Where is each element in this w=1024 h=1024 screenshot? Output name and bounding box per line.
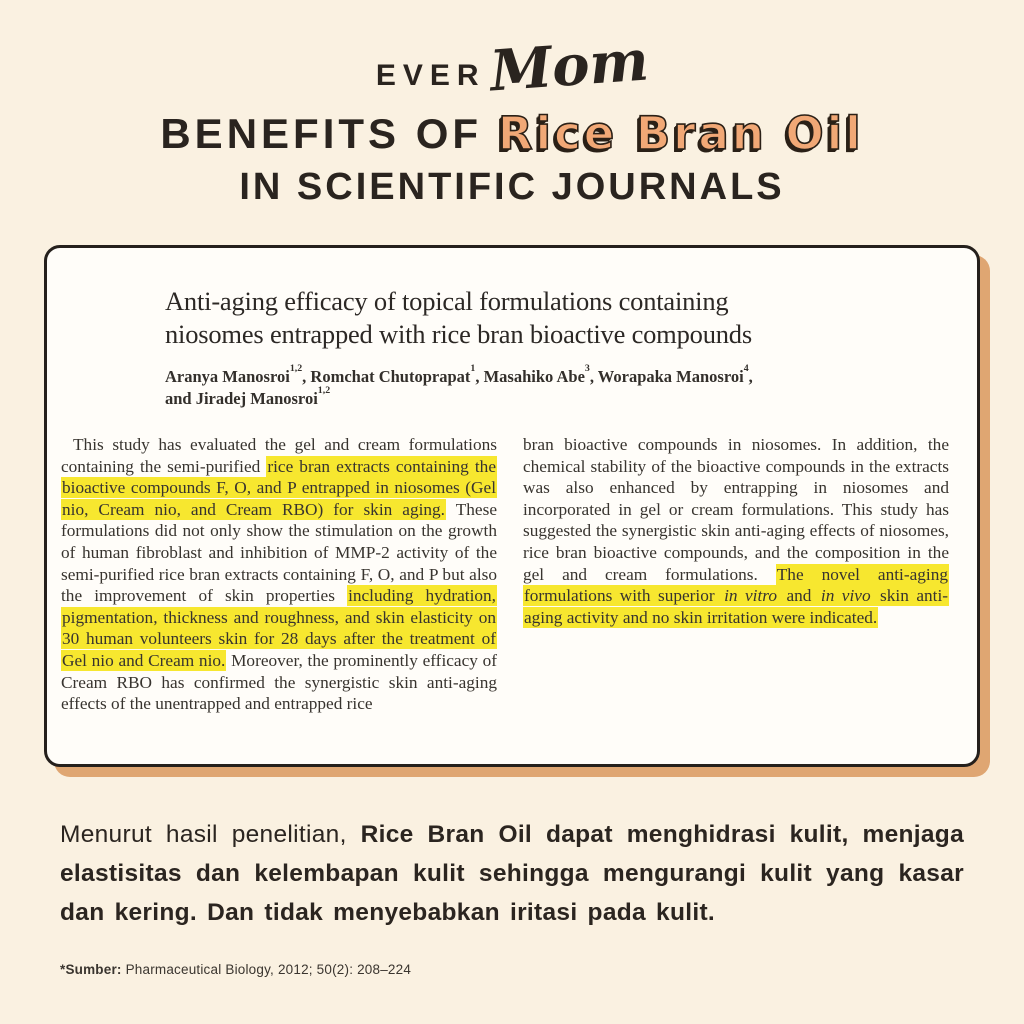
page-title: [0, 107, 1024, 209]
journal-paper-card: [44, 245, 980, 767]
page-title-line1: [0, 107, 1024, 160]
summary-text: Menurut hasil penelitian, Rice Bran Oil dapat menghidrasi kulit, menjaga elastisitas dan kelembapan kulit sehingga mengurangi kulit yang kasar dan kering. Dan tidak menyebabkan iritasi pada kulit.: [60, 821, 965, 926]
heading-benefits-of: BENEFITS OF: [160, 109, 483, 157]
heading-rice-bran-oil: Rice Bran Oil: [498, 107, 864, 160]
source-citation: *Sumber: Pharmaceutical Biology, 2012; 50(2): 208–224: [60, 962, 412, 977]
paper-title: Anti-aging efficacy of topical formulations containing niosomes entrapped with rice bran bioactive compounds: [165, 286, 752, 349]
heading-in-scientific-journals: IN SCIENTIFIC JOURNALS: [239, 166, 785, 208]
paper-authors: Aranya Manosroi$^{1,2}$, Romchat Chutoprapat$^1$, Masahiko Abe$^3$, Worapaka Manosroi$^4$, and Jiradej Manosroi$^{1,2}$: [165, 363, 753, 408]
paper-abstract: [47, 434, 977, 715]
abstract-column-left: This study has evaluated the gel and cream formulations containing the semi-purified rice bran extracts containing the bioactive compounds F, O, and P entrapped in niosomes (Gel nio, Cream nio, and Cream RBO) for skin aging. These formulations did not only show the stimulation on the growth of human fibroblast and inhibition of MMP-2 activity of the semi-purified rice bran extracts containing F, O, and P but also the improvement of skin properties including hydration, pigmentation, thickness and roughness, and skin elasticity on 30 human volunteers skin for 28 days after the treatment of Gel nio and Cream nio. Moreover, the prominently efficacy of Cream RBO has confirmed the synergistic skin anti-aging effects of the unentrapped and entrapped rice: [61, 435, 498, 714]
brand-logo-ever-text: EVER: [375, 59, 486, 92]
brand-logo: [0, 0, 1024, 105]
brand-logo-mom-script: Mom: [487, 27, 651, 105]
abstract-column-right: bran bioactive compounds in niosomes. In addition, the chemical stability of the bioactive compounds in the extracts was also enhanced by entrapping in niosomes and incorporated in gel or cream formulations. This study has suggested the synergistic skin anti-aging effects of niosomes, rice bran bioactive compounds, and the composition in the gel and cream formulations. The novel anti-aging formulations with superior in vitro and in vivo skin anti-aging activity and no skin irritation were indicated.: [523, 435, 949, 627]
